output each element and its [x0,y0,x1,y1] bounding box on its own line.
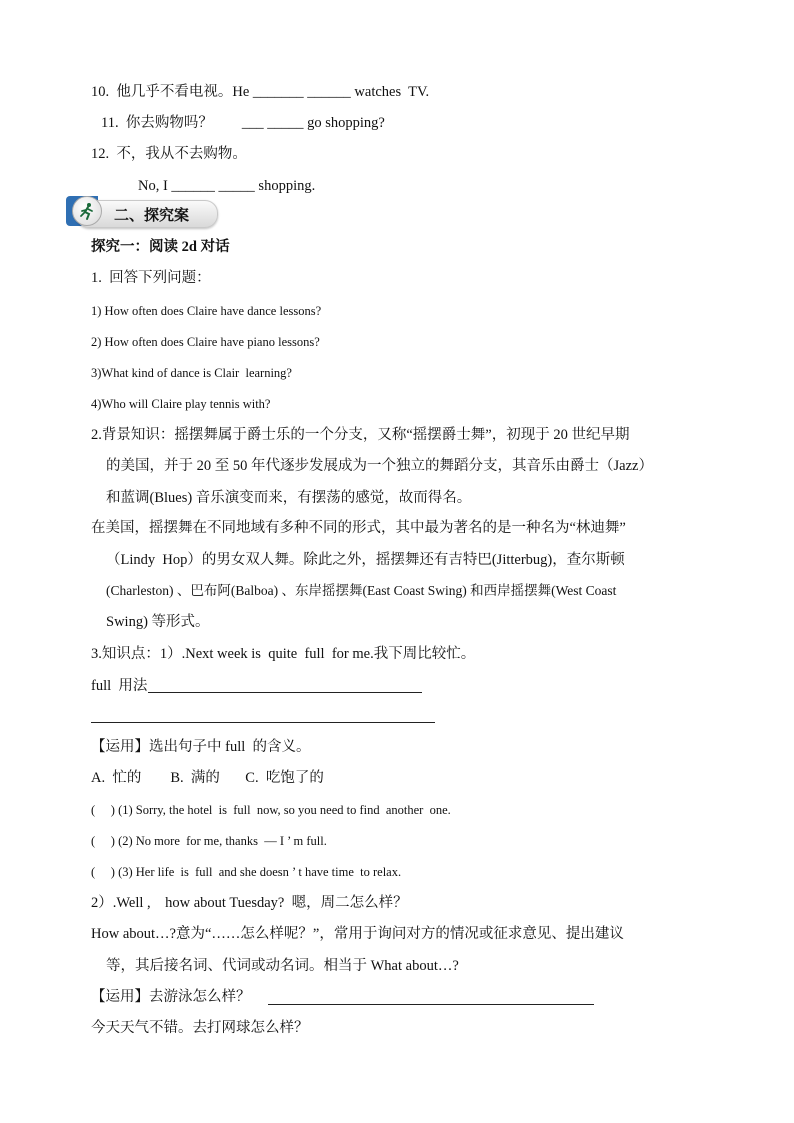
explore-heading: 探究一：阅读 2d 对话 [91,239,230,255]
full-sentence-2: ( ) (2) No more for me, thanks — I ’ m full. [91,834,327,848]
how-about-line-2: 等，其后接名词、代词或动名词。相当于 What about…? [106,958,459,974]
full-usage-label: full 用法 [91,678,148,694]
sub-question-3: 3)What kind of dance is Clair learning? [91,366,292,380]
full-sentence-1: ( ) (1) Sorry, the hotel is full now, so you need to find another one. [91,803,451,817]
last-line: 今天天气不错。去打网球怎么样？ [91,1020,309,1036]
full-usage-blank-2 [91,722,435,723]
background-line-5: （Lindy Hop）的男女双人舞。除此之外，摇摆舞还有吉特巴(Jitterbug)，查尔斯顿 [106,552,625,568]
background-line-4: 在美国，摇摆舞在不同地域有多种不同的形式，其中最为著名的是一种名为“林迪舞” [91,520,626,536]
question-12-answer: No, I ______ _____ shopping. [138,178,316,194]
how-about-line-1: How about…?意为“……怎么样呢？”，常用于询问对方的情况或征求意见、提出建议 [91,926,624,942]
knowledge-point-1: 3.知识点：1）.Next week is quite full for me.我下周比较忙。 [91,646,476,662]
sub-question-1: 1) How often does Claire have dance lessons? [91,304,322,318]
background-line-1: 2.背景知识：摇摆舞属于爵士乐的一个分支，又称“摇摆爵士舞”，初现于 20 世纪早期 [91,427,630,443]
question-12: 12. 不，我从不去购物。 [91,146,247,162]
question-10: 10. 他几乎不看电视。He _______ ______ watches TV. [91,84,430,100]
answer-questions-heading: 1. 回答下列问题： [91,270,211,286]
full-sentence-3: ( ) (3) Her life is full and she doesn ’ t have time to relax. [91,865,402,879]
apply-blank [268,1004,594,1005]
apply-heading-1: 【运用】选出句子中 full 的含义。 [91,739,311,755]
running-person-icon [72,196,102,226]
background-line-6: (Charleston) 、巴布阿(Balboa) 、东岸摇摆舞(East Coast Swing) 和西岸摇摆舞(West Coast [106,583,617,598]
apply-heading-2: 【运用】去游泳怎么样？ [91,989,251,1005]
background-line-2: 的美国，并于 20 至 50 年代逐步发展成为一个独立的舞蹈分支，其音乐由爵士（Jazz） [106,458,653,474]
sub-question-4: 4)Who will Claire play tennis with? [91,397,271,411]
sub-question-2: 2) How often does Claire have piano lessons? [91,335,320,349]
section-title: 二、探究案 [114,206,190,224]
options-line: A. 忙的 B. 满的 C. 吃饱了的 [91,770,324,786]
full-usage-blank [148,692,422,693]
background-line-3: 和蓝调(Blues) 音乐演变而来，有摆荡的感觉，故而得名。 [106,490,472,506]
background-line-7: Swing) 等形式。 [106,614,210,630]
knowledge-point-2: 2）.Well , how about Tuesday? 嗯，周二怎么样？ [91,895,408,911]
section-banner [66,194,216,234]
question-11: 11. 你去购物吗？ ___ _____ go shopping? [101,115,385,131]
